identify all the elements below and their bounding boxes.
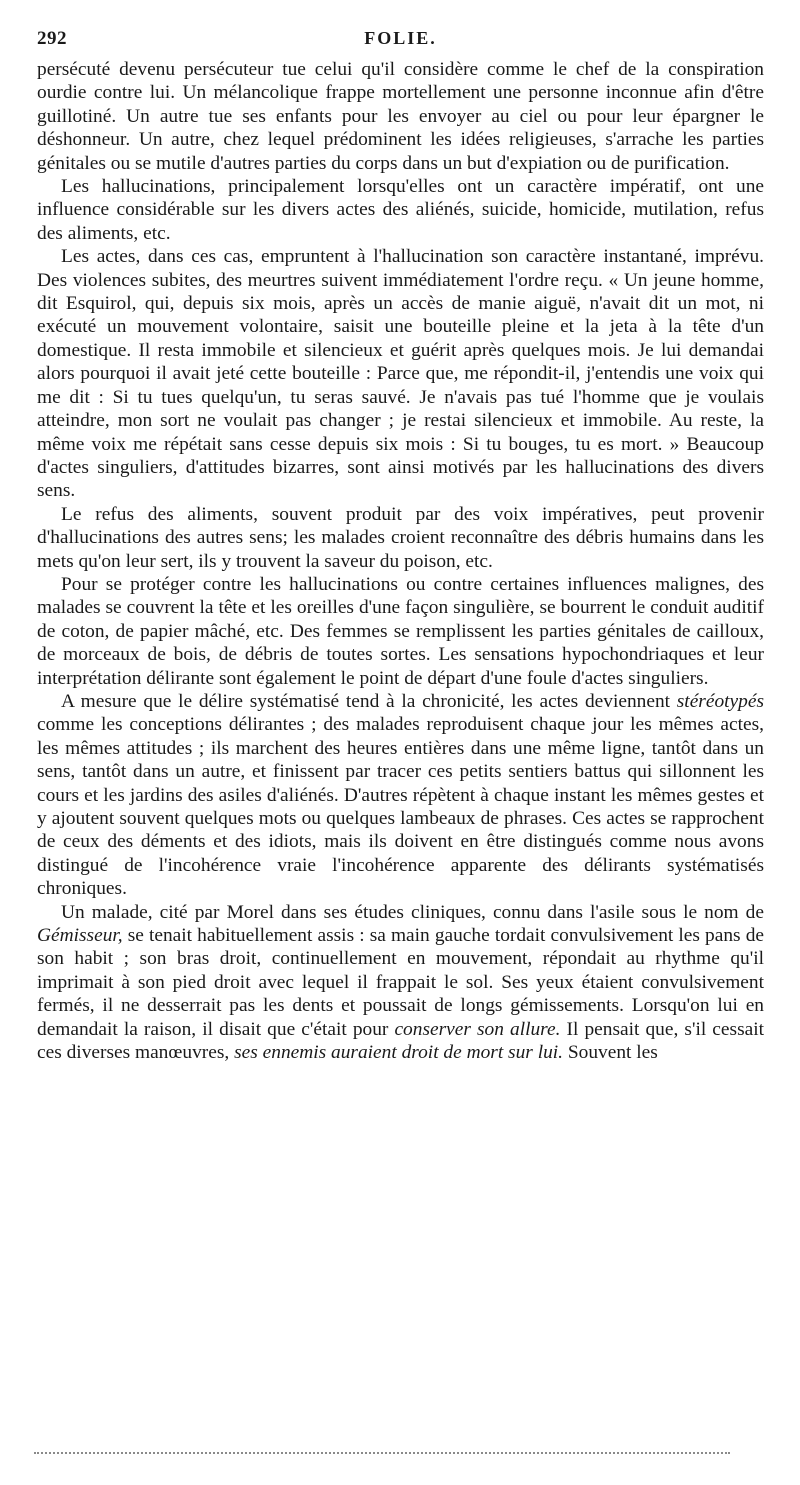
paragraph: [37, 901, 764, 1065]
text-run: persécuté devenu persécuteur tue celui qu'il considère comme le chef de la conspiration ourdie contre lui. Un mélancolique frappe mortellement une personne inconnue afin d'être guillotiné. Un autre tue ses enfants pour les envoyer au ciel ou pour leur épargner le déshonneur. Un autre, chez lequel prédominent les idées religieuses, s'arrache les parties génitales ou se mutile d'autres parties du corps dans un but d'expiation ou de purification.: [37, 59, 764, 174]
body-text: [37, 58, 764, 1064]
paragraph: [37, 690, 764, 901]
page-number: 292: [37, 28, 67, 49]
text-run: Les hallucinations, principalement lorsqu'elles ont un caractère impératif, ont une influence considérable sur les divers actes des aliénés, suicide, homicide, mutilation, refus des aliments, etc.: [37, 176, 764, 244]
text-run: se tenait habituellement assis : sa main gauche tordait convulsivement les pans de son habit ; son bras droit, continuellement en mouvement, répondait au rhythme qu'il imprimait à son pied droit avec lequel il frappait le sol. Ses yeux étaient convulsivement fermés, il ne desserrait pas les dents et poussait de longs gémissements. Lorsqu'on lui en demandait la raison, il disait que c'était pour: [37, 925, 764, 1040]
text-run: comme les conceptions délirantes ; des malades reproduisent chaque jour les mêmes actes, les mêmes attitudes ; ils marchent des heures entières dans une même ligne, tantôt dans un sens, tantôt dans un autre, et finissent par tracer ces petits sentiers battus qui sillonnent les cours et les jardins des asiles d'aliénés. D'autres répètent à chaque instant les mêmes gestes et y ajoutent souvent quelques mots ou quelques lambeaux de phrases. Ces actes se rapprochent de ceux des déments et des idiots, mais ils doivent en être distingués comme nous avons distingué de l'incohérence vraie l'incohérence apparente des délirants systématisés chroniques.: [37, 714, 764, 900]
text-run: Un malade, cité par Morel dans ses études cliniques, connu dans l'asile sous le nom de: [61, 901, 764, 923]
text-run: Il pensait que, s'il cessait ces diverses manœuvres,: [37, 1018, 764, 1064]
text-run: A mesure que le délire systématisé tend à la chronicité, les actes deviennent: [61, 690, 677, 712]
italic-term: ses ennemis auraient droit de mort sur lui.: [234, 1042, 564, 1064]
chapter-title: FOLIE.: [364, 28, 437, 48]
paragraph: [37, 573, 764, 690]
italic-term: Gémisseur,: [37, 925, 123, 947]
text-run: Les actes, dans ces cas, empruntent à l'hallucination son caractère instantané, imprévu. Des violences subites, des meurtres suivent immédiatement l'ordre reçu. « Un jeune homme, dit Esquirol, qui, depuis six mois, après un accès de manie aiguë, n'avait dit un mot, ni exécuté un mouvement volontaire, saisit une bouteille pleine et la jeta à la tête d'un domestique. Il resta immobile et silencieux et guérit après quelques mois. Je lui demandai alors pourquoi il avait jeté cette bouteille : Parce que, me répondit-il, j'entendis une voix qui me dit : Si tu tues quelqu'un, tu seras sauvé. Je n'avais pas tué l'homme que je voulais atteindre, mon sort ne voulait pas changer ; je restai silencieux et immobile. Au reste, la même voix me répétait sans cesse depuis six mois : Si tu bouges, tu es mort. » Beaucoup d'actes singuliers, d'attitudes bizarres, sont ainsi motivés par les hallucinations des divers sens.: [37, 246, 764, 502]
paragraph: [37, 503, 764, 573]
paragraph: [37, 175, 764, 245]
paragraph: [37, 58, 764, 175]
footer-dotted-rule: [34, 1452, 730, 1454]
text-run: Souvent les: [563, 1042, 658, 1064]
text-run: Pour se protéger contre les hallucinations ou contre certaines influences malignes, des malades se couvrent la tête et les oreilles d'une façon singulière, se bourrent le conduit auditif de coton, de papier mâché, etc. Des femmes se remplissent les parties génitales de cailloux, de morceaux de bois, de débris de toutes sortes. Les sensations hypochondriaques et leur interprétation délirante sont également le point de départ d'une foule d'actes singuliers.: [37, 573, 764, 689]
italic-term: conserver son allure.: [394, 1018, 561, 1040]
italic-term: stéréotypés: [676, 690, 764, 712]
running-head: [37, 28, 764, 58]
text-run: Le refus des aliments, souvent produit par des voix impératives, peut provenir d'hallucinations des autres sens; les malades croient reconnaître des débris humains dans les mets qu'on leur sert, ils y trouvent la saveur du poison, etc.: [37, 503, 764, 572]
paragraph: [37, 245, 764, 502]
book-page: [37, 28, 764, 1064]
